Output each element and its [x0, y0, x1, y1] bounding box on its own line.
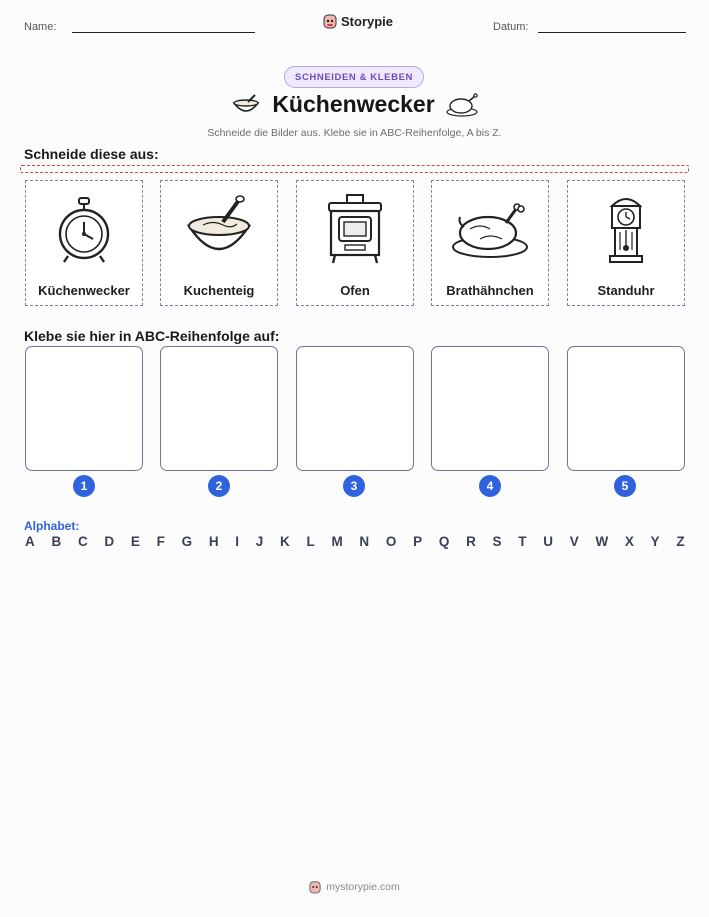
alphabet-letter: F — [156, 534, 165, 549]
alphabet-letter: J — [255, 534, 264, 549]
roast-chicken-small-icon — [445, 92, 479, 118]
date-field[interactable] — [538, 32, 686, 33]
alphabet-letter: A — [25, 534, 35, 549]
alphabet-letter: B — [51, 534, 62, 549]
paste-slot-3[interactable] — [296, 346, 414, 471]
alphabet-letter: I — [235, 534, 240, 549]
alphabet-letter: C — [77, 534, 88, 549]
alphabet-letter: Z — [676, 534, 685, 549]
alphabet-letter: O — [385, 534, 397, 549]
alphabet-letter: E — [130, 534, 140, 549]
card-label: Kuchenteig — [183, 283, 255, 298]
paste-slot-1[interactable] — [25, 346, 143, 471]
cut-card[interactable] — [25, 180, 143, 306]
storypie-mascot-icon — [309, 880, 321, 894]
cut-card[interactable] — [431, 180, 549, 306]
footer-url[interactable]: mystorypie.com — [326, 881, 400, 893]
alarm-clock-icon — [54, 194, 114, 264]
card-label: Ofen — [340, 283, 370, 298]
card-label: Standuhr — [597, 283, 655, 298]
slot-number-badge: 3 — [343, 475, 365, 497]
alphabet-letter: U — [543, 534, 553, 549]
card-label: Küchenwecker — [38, 283, 130, 298]
alphabet-letter: K — [280, 534, 290, 549]
cut-section-heading: Schneide diese aus: — [24, 146, 159, 162]
storypie-mascot-icon — [323, 13, 337, 29]
slot-number-badge: 5 — [614, 475, 636, 497]
activity-badge: SCHNEIDEN & KLEBEN — [284, 66, 424, 88]
name-label: Name: — [24, 21, 57, 33]
paste-slot-2[interactable] — [160, 346, 278, 471]
alphabet-letter: X — [624, 534, 634, 549]
alphabet-letter: P — [413, 534, 423, 549]
stove-icon — [323, 193, 387, 265]
alphabet-letter: Y — [650, 534, 660, 549]
cut-card[interactable] — [296, 180, 414, 306]
grandfather-clock-icon — [604, 192, 648, 266]
mixing-bowl-icon — [183, 194, 255, 264]
alphabet-letter: D — [104, 534, 115, 549]
cut-line — [20, 165, 689, 173]
alphabet-letter: S — [492, 534, 502, 549]
alphabet-letter: N — [359, 534, 370, 549]
slot-number-badge: 1 — [73, 475, 95, 497]
alphabet-letter: L — [306, 534, 315, 549]
instructions: Schneide die Bilder aus. Klebe sie in ABC-Reihenfolge, A bis Z. — [207, 127, 502, 139]
alphabet-letter: W — [595, 534, 609, 549]
cut-card[interactable] — [567, 180, 685, 306]
paste-section-heading: Klebe sie hier in ABC-Reihenfolge auf: — [24, 328, 280, 344]
paste-slot-5[interactable] — [567, 346, 685, 471]
page-title-row — [0, 91, 709, 124]
alphabet-letter: R — [466, 534, 476, 549]
slot-number-badge: 2 — [208, 475, 230, 497]
paste-slot-4[interactable] — [431, 346, 549, 471]
mixing-bowl-small-icon — [230, 92, 262, 118]
alphabet-letter: V — [569, 534, 579, 549]
alphabet-letter: Q — [438, 534, 450, 549]
alphabet-label: Alphabet: — [24, 519, 80, 533]
footer — [0, 880, 709, 894]
slot-number-badge: 4 — [479, 475, 501, 497]
brand-name: Storypie — [341, 13, 394, 29]
alphabet-letter: H — [208, 534, 219, 549]
cut-card[interactable] — [160, 180, 278, 306]
alphabet-row — [25, 534, 685, 549]
brand-logo — [323, 13, 393, 29]
date-label: Datum: — [493, 21, 529, 33]
alphabet-letter: M — [331, 534, 343, 549]
page-title: Küchenwecker — [272, 91, 435, 117]
roast-chicken-icon — [450, 197, 530, 261]
alphabet-letter: G — [181, 534, 193, 549]
card-label: Brathähnchen — [446, 283, 534, 298]
name-field[interactable] — [72, 32, 255, 33]
alphabet-letter: T — [518, 534, 527, 549]
